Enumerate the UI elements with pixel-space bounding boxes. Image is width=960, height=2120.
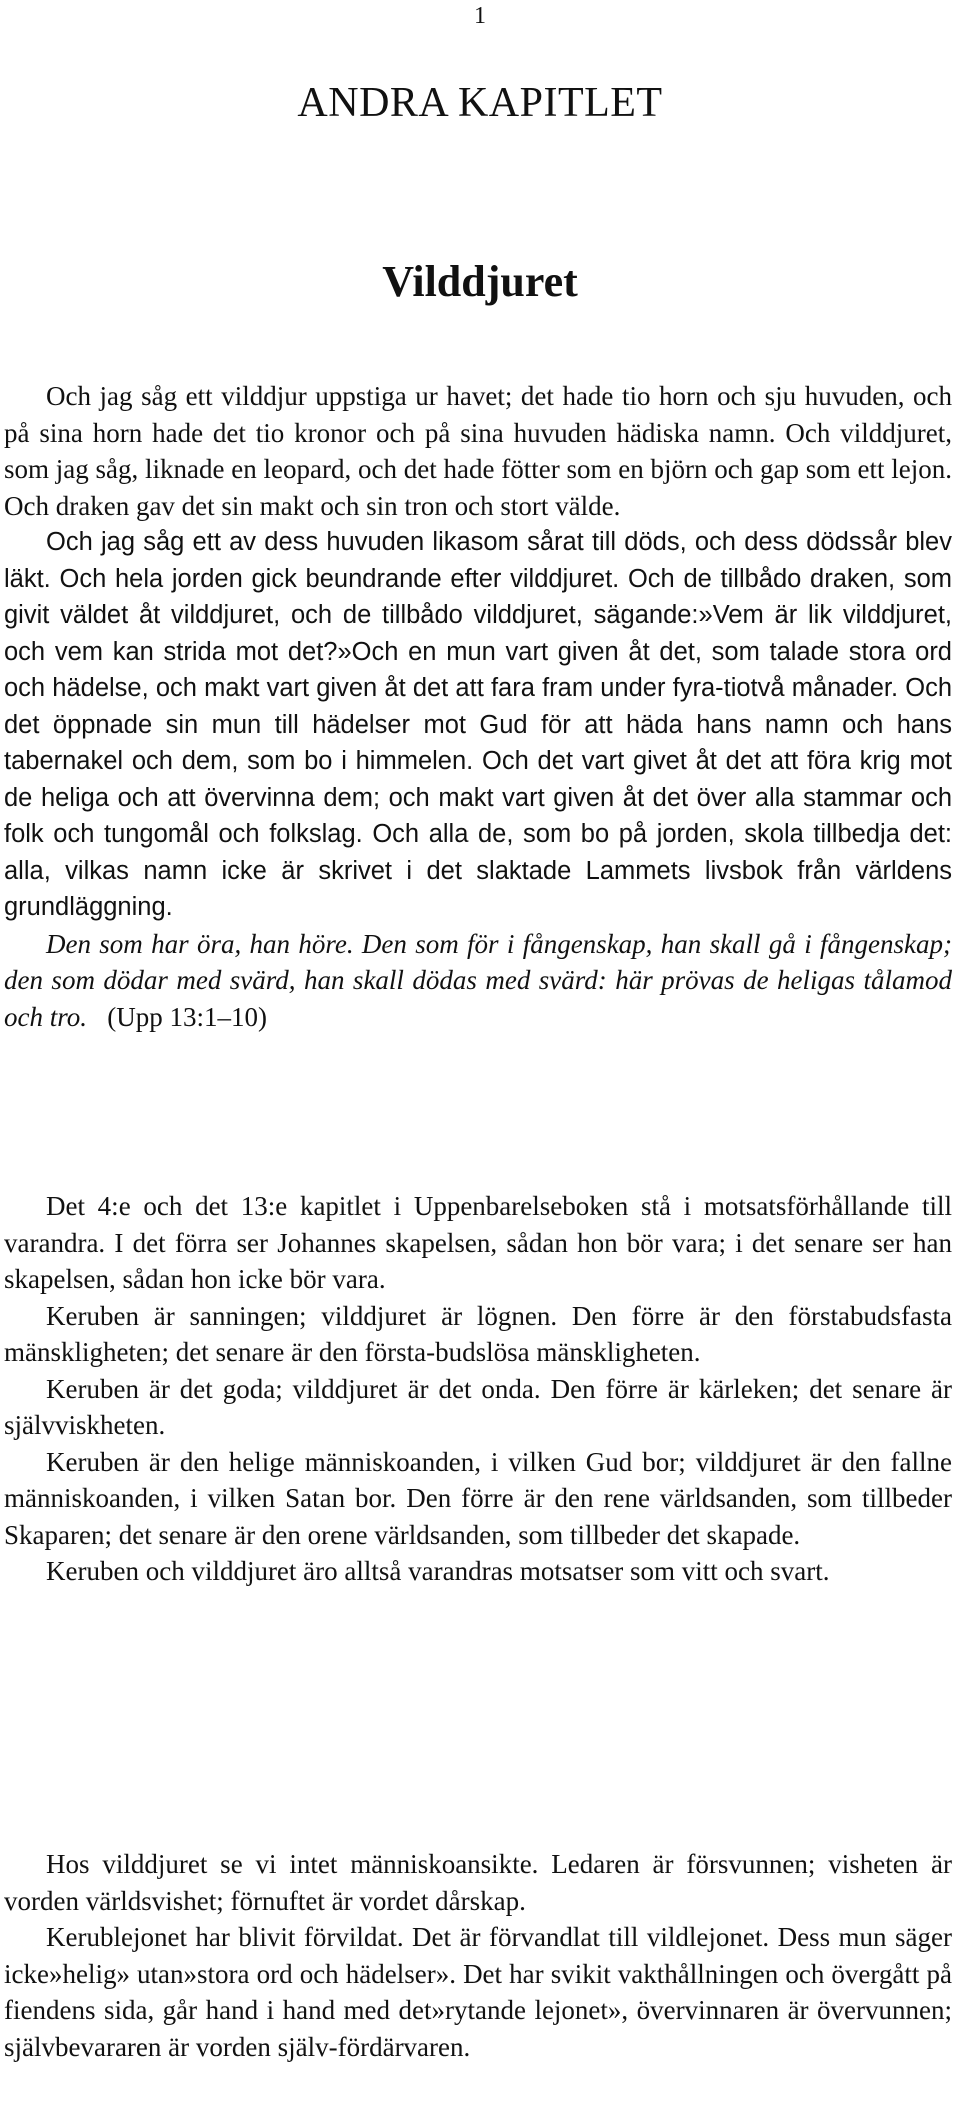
closing-section (4, 1846, 952, 2065)
closing-paragraph-1: Hos vilddjuret se vi intet människoansikte. Ledaren är försvunnen; visheten är vorden världsvishet; förnuftet är vordet dårskap. (4, 1849, 952, 1916)
chapter-title: ANDRA KAPITLET (297, 80, 663, 126)
quote-paragraph-3 (4, 926, 952, 1036)
closing-paragraph-2: Kerublejonet har blivit förvildat. Det är förvandlat till vildlejonet. Dess mun säger icke»helig» utan»stora ord och hädelser». Det har svikit vakthållningen och övergått på fiendens sida, går hand i hand med det»rytande lejonet», övervinnaren är övervunnen; självbevararen är vorden själv-fördärvaren. (4, 1922, 952, 2062)
scripture-reference: (Upp 13:1–10) (107, 1001, 267, 1032)
quote-paragraph-2: Och jag såg ett av dess huvuden likasom sårat till döds, och dess dödssår blev läkt. Och hela jorden gick beundrande efter vilddjuret. Och de tillbådo draken, som givit väldet åt vilddjuret, och de tillbådo vilddjuret, sägande:»Vem är lik vilddjuret, och vem kan strida mot det?»Och en mun vart given åt det, som talade stora ord och hädelse, och makt vart given åt det att fara fram under fyra-tiotvå månader. Och det öppnade sin mun till hädelser mot Gud för att häda hans namn och hans tabernakel och dem, som bo i himmelen. Och det vart givet åt det att föra krig mot de heliga och att övervinna dem; och makt vart given åt det över alla stammar och folk och tungomål och folkslag. Och alla de, som bo på jorden, skola tillbedja det: alla, vilkas namn icke är skrivet i det slaktade Lammets livsbok från världens grundläggning. (4, 528, 952, 921)
commentary-paragraph-5: Keruben och vilddjuret äro alltså varandras motsatser som vitt och svart. (46, 1556, 830, 1586)
page-number: 1 (474, 3, 486, 29)
quote-closing-italic: Den som har öra, han höre. Den som för i fångenskap, han skall gå i fångenskap; den som dödar med svärd, han skall dödas med svärd: här prövas de heligas tålamod och tro. (4, 928, 952, 1032)
commentary-section (4, 1188, 952, 1590)
quote-paragraph-1: Och jag såg ett vilddjur uppstiga ur havet; det hade tio horn och sju huvuden, och på sina horn hade det tio kronor och på sina huvuden hädiska namn. Och vilddjuret, som jag såg, liknade en leopard, och det hade fötter som en björn och gap som ett lejon. Och draken gav det sin makt och sin tron och stort välde. (4, 381, 952, 521)
section-title: Vilddjuret (382, 257, 578, 306)
commentary-paragraph-3: Keruben är det goda; vilddjuret är det onda. Den förre är kärleken; det senare är självviskheten. (4, 1373, 952, 1440)
commentary-paragraph-2: Keruben är sanningen; vilddjuret är lögnen. Den förre är den förstabudsfasta mänskligheten; det senare är den första-budslösa mänskligheten. (4, 1300, 952, 1367)
commentary-paragraph-1: Det 4:e och det 13:e kapitlet i Uppenbarelseboken stå i motsatsförhållande till varandra. I det förra ser Johannes skapelsen, sådan hon bör vara; i det senare ser han skapelsen, sådan hon icke bör vara. (4, 1191, 952, 1294)
commentary-paragraph-4: Keruben är den helige människoanden, i vilken Gud bor; vilddjuret är den fallne människoanden, i vilken Satan bor. Den förre är den rene världsanden, som tillbeder Skaparen; det senare är den orene världsanden, som tillbeder det skapade. (4, 1446, 952, 1550)
scripture-quote (4, 378, 952, 1035)
